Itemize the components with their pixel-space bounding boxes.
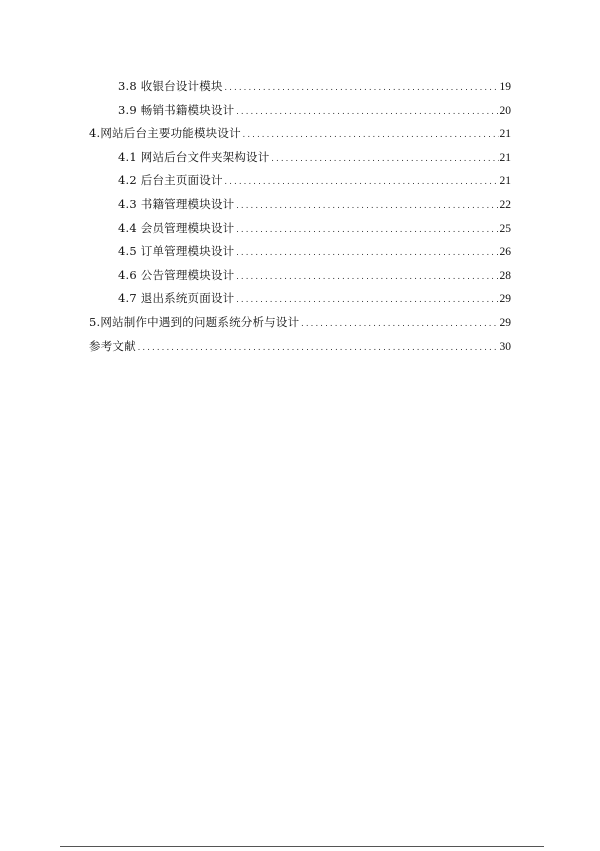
toc-entry-title: 4.5 订单管理模块设计	[118, 244, 235, 259]
toc-entry	[89, 243, 511, 267]
toc-dot-leader	[300, 316, 498, 332]
toc-entry-title: 3.8 收银台设计模块	[118, 79, 223, 93]
footer-divider	[60, 846, 544, 847]
toc-page-number: 22	[499, 198, 511, 211]
toc-entry-title: 3.9 畅销书籍模块设计	[118, 102, 235, 117]
toc-dot-leader	[224, 80, 499, 96]
toc-dot-leader	[235, 222, 498, 238]
toc-dot-leader	[235, 104, 498, 120]
toc-entry	[89, 290, 511, 314]
toc-page-number: 29	[499, 293, 511, 306]
toc-entry	[89, 125, 511, 149]
toc-entry	[89, 149, 511, 173]
toc-page-number: 20	[499, 104, 511, 117]
toc-entry	[89, 267, 511, 291]
toc-entry	[89, 338, 511, 362]
toc-dot-leader	[235, 269, 498, 285]
toc-page-number: 21	[499, 175, 511, 188]
toc-entry	[89, 220, 511, 244]
toc-entry-title: 参考文献	[89, 338, 136, 353]
table-of-contents	[89, 78, 511, 361]
toc-entry	[89, 78, 511, 102]
toc-dot-leader	[242, 127, 499, 143]
toc-page-number: 26	[499, 246, 511, 259]
toc-entry-title: 4.6 公告管理模块设计	[118, 267, 235, 282]
toc-entry-title: 4.4 会员管理模块设计	[118, 220, 235, 235]
toc-entry-title: 4.网站后台主要功能模块设计	[89, 126, 241, 141]
toc-entry-title: 4.1 网站后台文件夹架构设计	[118, 149, 270, 164]
toc-page-number: 28	[499, 269, 511, 282]
toc-entry	[89, 102, 511, 126]
toc-entry-title: 4.2 后台主页面设计	[118, 173, 223, 188]
toc-dot-leader	[235, 292, 498, 308]
toc-page-number: 21	[499, 151, 511, 164]
toc-page-number: 30	[499, 340, 511, 353]
toc-page-number: 21	[499, 128, 511, 141]
toc-page-number: 19	[499, 81, 511, 93]
toc-entry-title: 4.3 书籍管理模块设计	[118, 196, 235, 211]
toc-entry-title: 4.7 退出系统页面设计	[118, 291, 235, 306]
toc-page-number: 25	[499, 222, 511, 235]
toc-entry-title: 5.网站制作中遇到的问题系统分析与设计	[89, 314, 300, 329]
toc-dot-leader	[235, 245, 498, 261]
toc-entry	[89, 314, 511, 338]
toc-entry	[89, 196, 511, 220]
toc-page-number: 29	[499, 316, 511, 329]
toc-dot-leader	[270, 151, 498, 167]
toc-dot-leader	[235, 198, 498, 214]
toc-dot-leader	[224, 174, 499, 190]
toc-dot-leader	[137, 340, 499, 356]
toc-entry	[89, 172, 511, 196]
